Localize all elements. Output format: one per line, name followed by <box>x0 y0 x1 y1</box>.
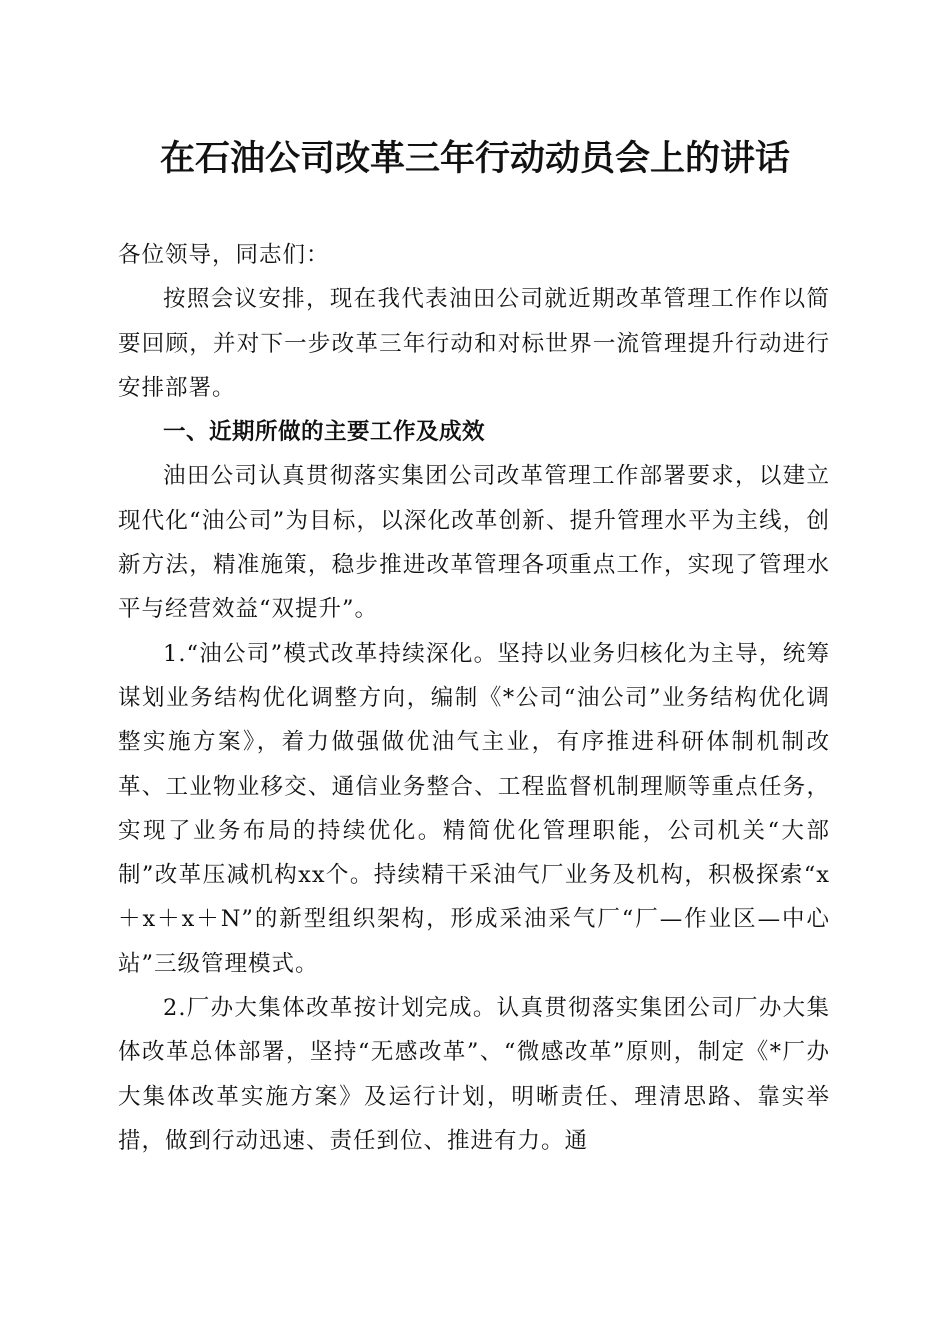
document-body <box>118 233 830 1163</box>
section-heading: 一、近期所做的主要工作及成效 <box>163 419 486 446</box>
document-title: 在石油公司改革三年行动动员会上的讲话 <box>159 138 790 179</box>
salutation: 各位领导，同志们： <box>118 242 330 268</box>
list-item-1: 1.“油公司”模式改革持续深化。坚持以业务归核化为主导，统筹谋划业务结构优化调整方向，编制《*公司“油公司”业务结构优化调整实施方案》，着力做强做优油气主业，有序推进科研体制机制改革、工业物业移交、通信业务整合、工程监督机制理顺等重点任务，实现了业务布局的持续优化。精简优化管理职能，公司机关“大部制”改革压减机构xx个。持续精干采油气厂业务及机构，积极探索“x＋x＋x＋N”的新型组织架构，形成采油采气厂“厂—作业区—中心站”三级管理模式。 <box>118 640 830 977</box>
section-paragraph: 油田公司认真贯彻落实集团公司改革管理工作部署要求，以建立现代化“油公司”为目标，以深化改革创新、提升管理水平为主线，创新方法，精准施策，稳步推进改革管理各项重点工作，实现了管理水平与经营效益“双提升”。 <box>118 463 830 623</box>
list-item-2: 2.厂办大集体改革按计划完成。认真贯彻落实集团公司厂办大集体改革总体部署，坚持“无感改革”、“微感改革”原则，制定《*厂办大集体改革实施方案》及运行计划，明晰责任、理清思路、靠实举措，做到行动迅速、责任到位、推进有力。通 <box>118 995 830 1154</box>
intro-paragraph: 按照会议安排，现在我代表油田公司就近期改革管理工作作以简要回顾，并对下一步改革三年行动和对标世界一流管理提升行动进行安排部署。 <box>118 286 830 401</box>
